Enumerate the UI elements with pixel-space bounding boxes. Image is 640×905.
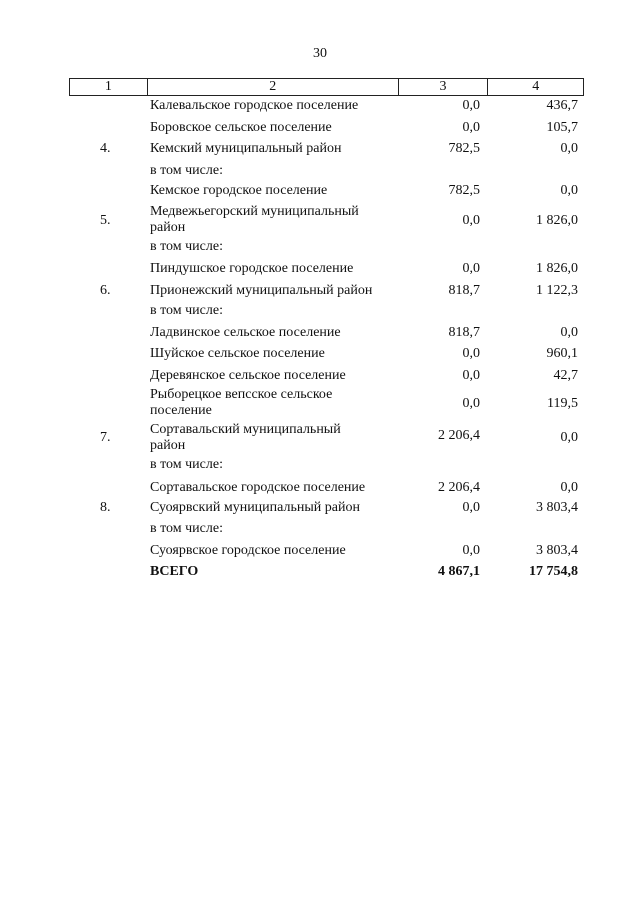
row-name: Суоярвский муниципальный район	[150, 500, 360, 515]
header-col-4: 4	[532, 79, 540, 94]
header-col-3: 3	[399, 79, 489, 95]
row-value-3: 0,0	[462, 261, 480, 276]
row-value-4: 1 826,0	[536, 261, 578, 276]
row-name: Пиндушское городское поселение	[150, 261, 354, 276]
row-value-3: 818,7	[448, 325, 480, 340]
row-value-3: 0,0	[462, 500, 480, 515]
table-header	[69, 78, 584, 96]
row-value-4: 436,7	[546, 98, 578, 113]
row-name: Прионежский муниципальный район	[150, 283, 373, 298]
row-value-3: 2 206,4	[438, 480, 480, 495]
row-name: Ладвинское сельское поселение	[150, 325, 341, 340]
row-name: Деревянское сельское поселение	[150, 368, 346, 383]
row-name: в том числе:	[150, 521, 223, 536]
page-number: 30	[313, 46, 327, 61]
row-name: Суоярвское городское поселение	[150, 543, 346, 558]
row-value-3: 0,0	[462, 368, 480, 383]
row-value-3: 818,7	[448, 283, 480, 298]
row-value-4: 1 826,0	[536, 213, 578, 228]
row-name: Калевальское городское поселение	[150, 98, 359, 113]
header-col-1: 1	[70, 79, 148, 95]
row-value-3: 0,0	[462, 213, 480, 228]
row-value-3: 0,0	[462, 543, 480, 558]
row-value-4: 0,0	[560, 430, 578, 445]
row-value-4: 0,0	[560, 325, 578, 340]
row-name: в том числе:	[150, 457, 223, 472]
row-name: Сортавальский муниципальный район	[150, 422, 341, 453]
row-value-4: 0,0	[560, 480, 578, 495]
row-value-3: 0,0	[462, 396, 480, 411]
row-value-4: 42,7	[553, 368, 578, 383]
total-value-4: 17 754,8	[529, 564, 578, 579]
row-name: в том числе:	[150, 303, 223, 318]
row-number: 7.	[100, 430, 111, 445]
header-col-2: 2	[148, 79, 399, 95]
total-value-3: 4 867,1	[438, 564, 480, 579]
row-value-3: 782,5	[448, 141, 480, 156]
row-name: в том числе:	[150, 239, 223, 254]
row-value-4: 105,7	[546, 120, 578, 135]
row-value-3: 782,5	[448, 183, 480, 198]
row-name: Рыборецкое вепсское сельское поселение	[150, 387, 333, 418]
row-value-4: 0,0	[560, 141, 578, 156]
row-value-4: 3 803,4	[536, 500, 578, 515]
row-number: 5.	[100, 213, 111, 228]
row-name: в том числе:	[150, 163, 223, 178]
row-value-3: 0,0	[462, 346, 480, 361]
row-value-4: 960,1	[546, 346, 578, 361]
row-value-4: 119,5	[547, 396, 578, 411]
row-value-4: 0,0	[560, 183, 578, 198]
row-name: Боровское сельское поселение	[150, 120, 332, 135]
row-name: Кемский муниципальный район	[150, 141, 342, 156]
row-value-4: 3 803,4	[536, 543, 578, 558]
row-value-3: 0,0	[462, 120, 480, 135]
row-value-4: 1 122,3	[536, 283, 578, 298]
row-name: Сортавальское городское поселение	[150, 480, 366, 495]
row-number: 6.	[100, 283, 111, 298]
row-name: Медвежьегорский муниципальный район	[150, 204, 359, 235]
row-value-3: 0,0	[462, 98, 480, 113]
row-name: Кемское городское поселение	[150, 183, 328, 198]
total-label: ВСЕГО	[150, 564, 199, 579]
row-value-3: 2 206,4	[438, 428, 480, 443]
row-number: 8.	[100, 500, 111, 515]
row-number: 4.	[100, 141, 111, 156]
row-name: Шуйское сельское поселение	[150, 346, 325, 361]
